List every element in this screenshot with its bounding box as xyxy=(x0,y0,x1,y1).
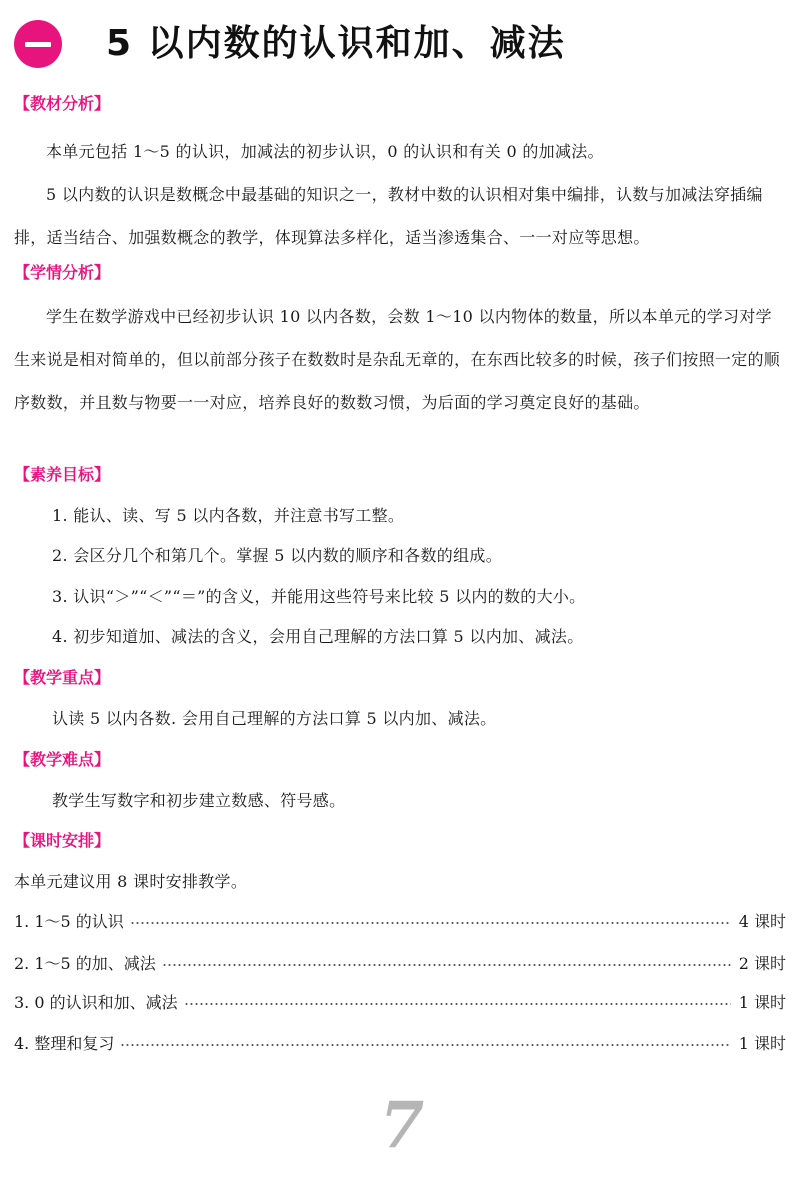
chapter-title: 5 以内数的认识和加、减法 xyxy=(106,23,566,64)
chapter-header xyxy=(14,14,784,74)
dot-leader xyxy=(162,964,731,966)
schedule-hours: 1 课时 xyxy=(738,992,786,1012)
students-paragraph: 学生在数学游戏中已经初步认识 10 以内各数，会数 1～10 以内物体的数量，所以本单元的学习对学生来说是相对简单的，但以前部分孩子在数数时是杂乱无章的，在东西比较多的时候，孩子们按照一定的顺序数数，并且数与物要一一对应，培养良好的数数习惯，为后面的学习奠定良好的基础。 xyxy=(14,307,781,412)
goal-item-4: 4. 初步知道加、减法的含义，会用自己理解的方法口算 5 以内加、减法。 xyxy=(52,627,584,646)
page-number: 7 xyxy=(379,1088,425,1163)
section-label-difficulties: 【教学难点】 xyxy=(14,750,111,769)
dot-leader xyxy=(184,1003,731,1005)
goal-item-1: 1. 能认、读、写 5 以内各数，并注意书写工整。 xyxy=(52,506,405,525)
schedule-intro: 本单元建议用 8 课时安排教学。 xyxy=(14,872,248,891)
chapter-number-mark xyxy=(25,42,51,47)
schedule-hours: 2 课时 xyxy=(738,953,786,973)
section-label-schedule: 【课时安排】 xyxy=(14,831,111,850)
section-label-students: 【学情分析】 xyxy=(14,263,111,282)
schedule-row xyxy=(14,986,786,1016)
dot-leader xyxy=(120,1044,730,1046)
goal-item-2: 2. 会区分几个和第几个。掌握 5 以内数的顺序和各数的组成。 xyxy=(52,546,503,565)
schedule-hours: 4 课时 xyxy=(738,911,786,931)
schedule-topic: 4. 整理和复习 xyxy=(14,1033,115,1053)
chapter-number-badge xyxy=(14,20,62,68)
schedule-row xyxy=(14,905,786,935)
key-points-text: 认读 5 以内各数. 会用自己理解的方法口算 5 以内加、减法。 xyxy=(52,709,497,728)
goal-item-3: 3. 认识“＞”“＜”“＝”的含义，并能用这些符号来比较 5 以内的数的大小。 xyxy=(52,587,586,606)
dot-leader xyxy=(130,922,731,924)
section-label-materials: 【教材分析】 xyxy=(14,94,111,113)
section-label-goals: 【素养目标】 xyxy=(14,465,111,484)
difficulties-text: 教学生写数字和初步建立数感、符号感。 xyxy=(52,791,346,810)
schedule-row xyxy=(14,1027,786,1057)
section-label-key-points: 【教学重点】 xyxy=(14,668,111,687)
materials-paragraph-1: 本单元包括 1～5 的认识，加减法的初步认识，0 的认识和有关 0 的加减法。 xyxy=(46,142,604,161)
materials-paragraph-2: 5 以内数的认识是数概念中最基础的知识之一，教材中数的认识相对集中编排，认数与加减法穿插编排，适当结合、加强数概念的教学，体现算法多样化，适当渗透集合、一一对应等思想。 xyxy=(14,185,763,247)
schedule-topic: 1. 1～5 的认识 xyxy=(14,911,124,931)
schedule-topic: 3. 0 的认识和加、减法 xyxy=(14,992,178,1012)
schedule-topic: 2. 1～5 的加、减法 xyxy=(14,953,156,973)
schedule-row xyxy=(14,947,786,977)
schedule-hours: 1 课时 xyxy=(738,1033,786,1053)
